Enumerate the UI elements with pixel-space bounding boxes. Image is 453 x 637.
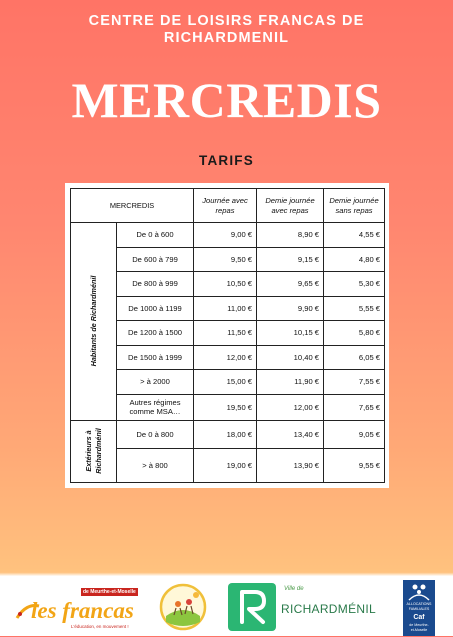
price-cell: 13,40 € [257,420,324,448]
income-range-cell: > à 2000 [117,370,194,395]
table-row [71,321,385,346]
group-label-text: Habitants de Richardménil [88,275,98,367]
group-label-exterieurs [71,420,117,482]
price-cell: 19,00 € [194,448,257,482]
table-row [71,345,385,370]
income-range-cell: De 1200 à 1500 [117,321,194,346]
table-row [71,448,385,482]
caf-region-line: de Meurthe- [409,623,429,627]
table-corner-label: MERCREDIS [71,189,194,223]
price-cell: 5,55 € [324,296,385,321]
price-cell: 5,80 € [324,321,385,346]
group-label-line: Richardménil [93,428,103,474]
price-cell: 10,40 € [257,345,324,370]
income-range-cell: De 0 à 600 [117,223,194,248]
income-range-cell [117,394,194,420]
price-cell: 10,15 € [257,321,324,346]
group-label-habitants [71,223,117,421]
price-cell: 12,00 € [257,394,324,420]
page-title: MERCREDIS [71,72,382,128]
group-label-text [84,428,104,474]
table-header-row [71,189,385,223]
table-row [71,296,385,321]
price-cell: 18,00 € [194,420,257,448]
caf-logo [403,580,435,636]
price-cell: 15,00 € [194,370,257,395]
column-header-demie-avec [257,189,324,223]
ville-name-label: RICHARDMÉNIL [281,602,376,616]
column-header-journee [194,189,257,223]
price-cell: 11,90 € [257,370,324,395]
tarif-table [70,188,385,483]
column-header-line: repas [215,205,235,215]
table-row [71,420,385,448]
price-cell: 13,90 € [257,448,324,482]
table-row [71,394,385,420]
price-cell: 11,50 € [194,321,257,346]
price-cell: 7,55 € [324,370,385,395]
group-label-line: Extérieurs à [83,430,93,472]
francas-tagline: L'éducation, en mouvement ! [71,624,129,629]
price-cell: 9,65 € [257,272,324,297]
organization-title-line2: RICHARDMENIL [163,30,290,46]
organization-title-line1: CENTRE DE LOISIRS FRANCAS DE [88,13,365,29]
price-cell: 8,90 € [257,223,324,248]
income-range-cell: De 1000 à 1199 [117,296,194,321]
table-row [71,247,385,272]
caf-region-line: et-Moselle [410,628,428,632]
price-cell: 9,15 € [257,247,324,272]
column-header-line: Demie journée [329,195,379,205]
income-range-cell: De 600 à 799 [117,247,194,272]
organization-title [0,13,453,47]
ville-de-label: Ville de [284,586,304,592]
income-range-line: comme MSA… [129,407,181,416]
price-cell: 9,00 € [194,223,257,248]
francas-region-label: de Meurthe-et-Moselle [83,589,136,595]
column-header-line: sans repas [335,205,373,215]
caf-name: Caf [413,614,425,621]
price-cell: 7,65 € [324,394,385,420]
price-cell: 12,00 € [194,345,257,370]
ville-richardmenil-logo [227,582,376,632]
partner-logos-footer [0,576,453,636]
francas-logo [13,588,141,628]
tarif-table-card [65,183,389,488]
income-range-cell: > à 800 [117,448,194,482]
table-row [71,370,385,395]
price-cell: 9,05 € [324,420,385,448]
price-cell: 5,30 € [324,272,385,297]
column-header-line: Demie journée [265,195,315,205]
table-row [71,223,385,248]
francas-wordmark: les francas [31,598,134,623]
children-playing-icon [158,582,208,632]
column-header-demie-sans [324,189,385,223]
price-cell: 9,90 € [257,296,324,321]
price-cell: 11,00 € [194,296,257,321]
income-range-cell: De 800 à 999 [117,272,194,297]
richardmenil-r-emblem-icon [227,582,277,632]
price-cell: 10,50 € [194,272,257,297]
price-cell: 9,50 € [194,247,257,272]
price-cell: 9,55 € [324,448,385,482]
price-cell: 4,55 € [324,223,385,248]
column-header-line: Journée avec [202,195,248,205]
caf-label-line: ALLOCATIONS [406,602,432,606]
income-range-line: Autres régimes [129,398,181,407]
price-cell: 19,50 € [194,394,257,420]
section-heading: TARIFS [199,153,254,168]
table-row [71,272,385,297]
caf-label-line: FAMILIALES [408,607,430,611]
income-range-cell: De 1500 à 1999 [117,345,194,370]
price-cell: 4,80 € [324,247,385,272]
caf-family-icon [403,582,435,602]
income-range-cell: De 0 à 800 [117,420,194,448]
children-circle-logo [158,582,208,632]
column-header-line: avec repas [271,205,309,215]
price-cell: 6,05 € [324,345,385,370]
